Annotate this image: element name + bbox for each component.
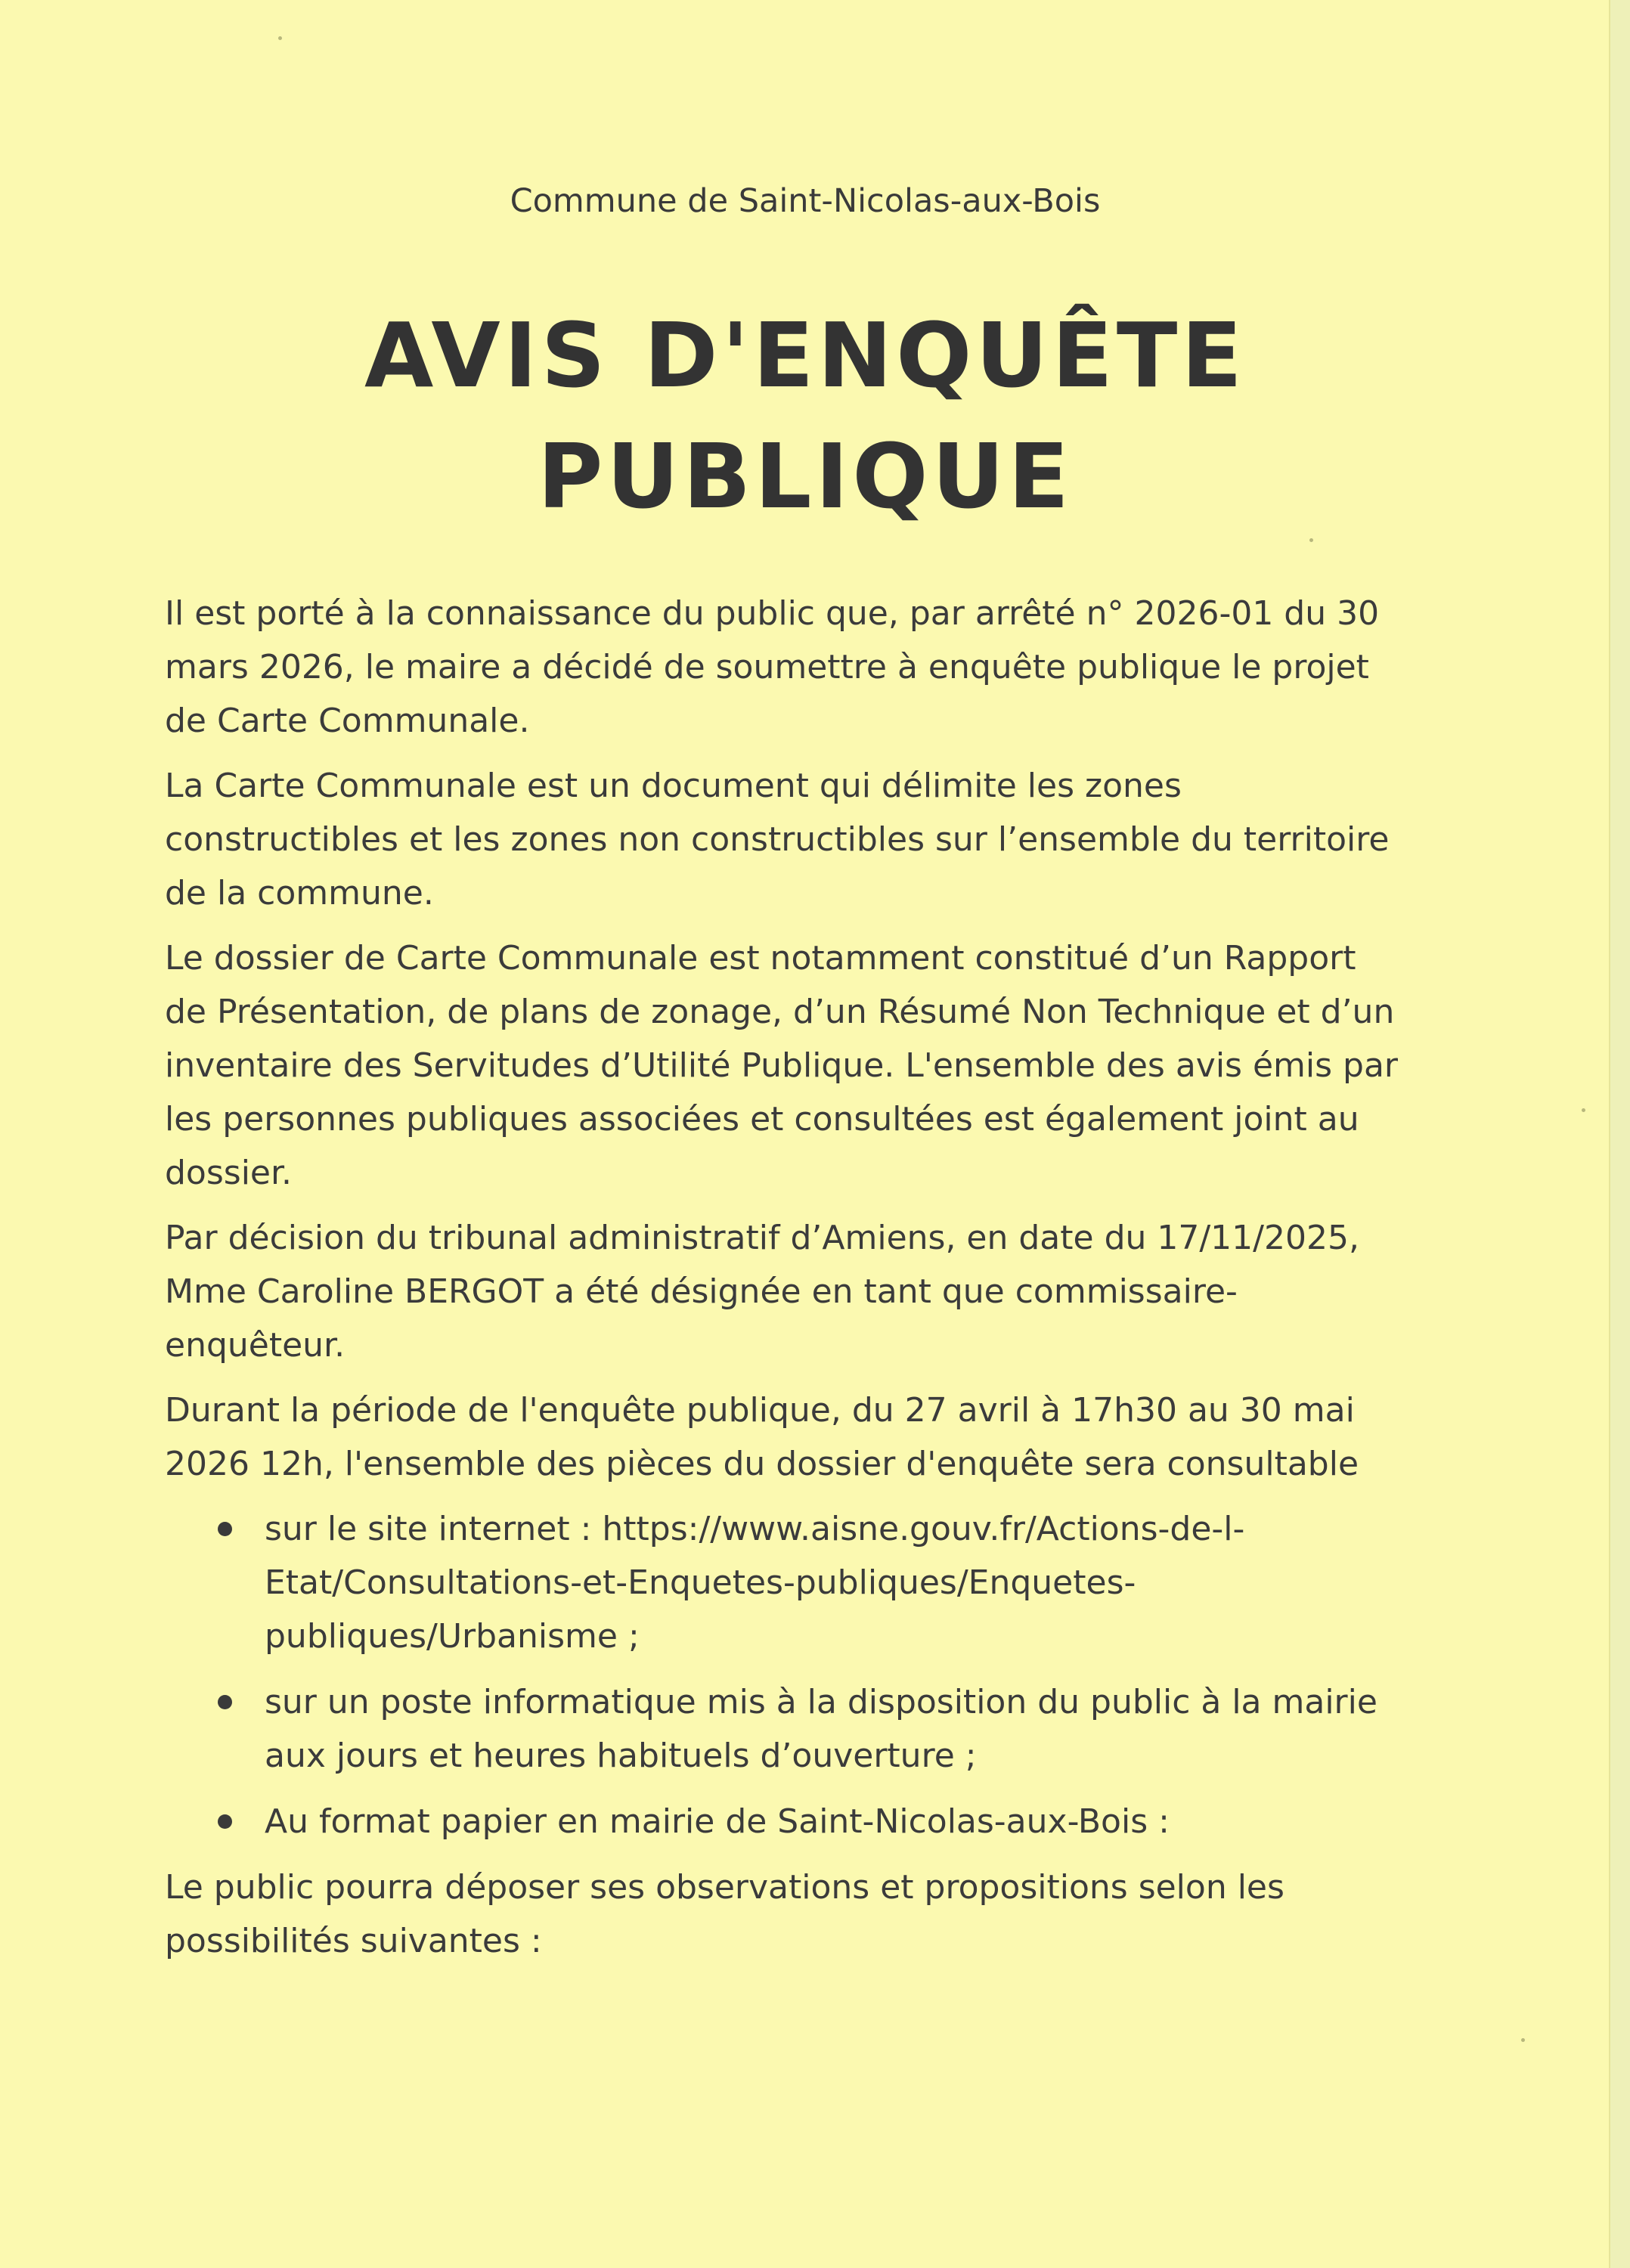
paragraph-periode: Durant la période de l'enquête publique, du 27 avril à 17h30 au 30 mai 2026 12h, l'ensemble des pièces du dossier d'enquête sera consultable	[165, 1391, 1359, 1483]
consultation-computer: sur un poste informatique mis à la disposition du public à la mairie aux jours et heures habituels d’ouverture ;	[265, 1683, 1377, 1775]
scan-margin	[1610, 0, 1630, 2268]
consultation-list	[165, 1502, 1405, 1848]
paper-speck	[1309, 538, 1313, 542]
consultation-paper: Au format papier en mairie de Saint-Nicolas-aux-Bois :	[265, 1802, 1170, 1841]
commune-header: Commune de Saint-Nicolas-aux-Bois	[510, 182, 1101, 220]
title-line-2: PUBLIQUE	[537, 424, 1074, 528]
list-item	[165, 1795, 1405, 1848]
bullet-icon	[218, 1695, 232, 1709]
paper-speck	[278, 36, 282, 40]
paragraph-carte-definition: La Carte Communale est un document qui délimite les zones constructibles et les zones non constructibles sur l’ensemble du territoire de la commune.	[165, 767, 1390, 912]
paragraph-dossier-contents: Le dossier de Carte Communale est notamment constitué d’un Rapport de Présentation, de plans de zonage, d’un Résumé Non Technique et d’un inventaire des Servitudes d’Utilité Publique. L'ensemble des avis émis par les personnes publiques associées et consultées est également joint au dossier.	[165, 939, 1399, 1192]
bullet-icon	[218, 1522, 232, 1536]
paragraph-commissaire: Par décision du tribunal administratif d’Amiens, en date du 17/11/2025, Mme Caroline BERGOT a été désignée en tant que commissaire-enquêteur.	[165, 1219, 1359, 1365]
title-line-1: AVIS D'ENQUÊTE	[364, 303, 1246, 407]
paragraph-observations: Le public pourra déposer ses observations et propositions selon les possibilités suivantes :	[165, 1868, 1284, 1960]
paper-speck	[1582, 1108, 1585, 1112]
bullet-icon	[218, 1814, 232, 1829]
list-item	[165, 1675, 1405, 1783]
consultation-website: sur le site internet : https://www.aisne.gouv.fr/Actions-de-l-Etat/Consultations-et-Enquetes-publiques/Enquetes-publiques/Urbanisme ;	[265, 1510, 1245, 1656]
list-item	[165, 1502, 1405, 1663]
notice-body	[165, 587, 1405, 1979]
paper-speck	[1521, 2038, 1525, 2042]
paragraph-arrete: Il est porté à la connaissance du public que, par arrêté n° 2026-01 du 30 mars 2026, le maire a décidé de soumettre à enquête publique le projet de Carte Communale.	[165, 594, 1380, 740]
page-title	[0, 295, 1610, 537]
